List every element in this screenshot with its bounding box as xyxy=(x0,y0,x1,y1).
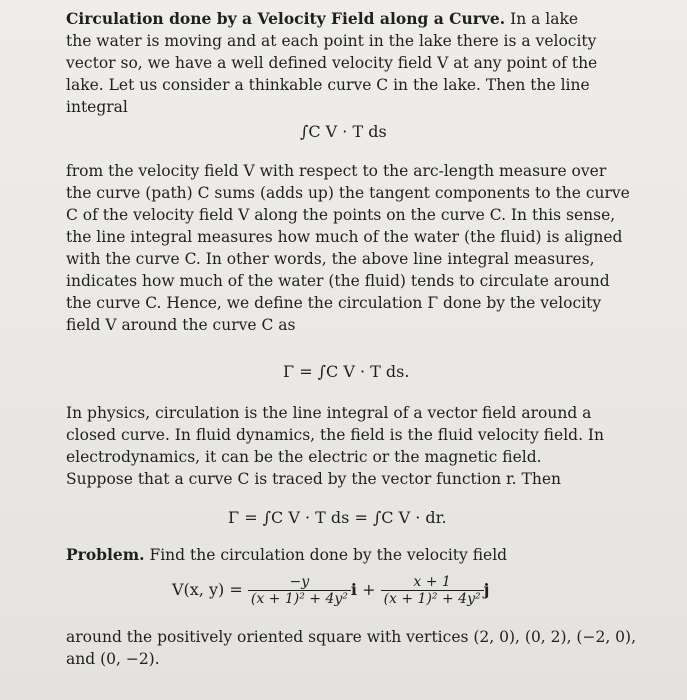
line-integral-equation: ∫C V · T ds xyxy=(300,122,387,141)
text-line: with the curve C. In other words, the above line integral measures, xyxy=(66,250,595,268)
text-line: field V around the curve C as xyxy=(66,316,296,334)
problem-label: Problem. xyxy=(66,545,145,564)
circulation-definition-equation: Γ = ∫C V · T ds. xyxy=(283,362,410,381)
numerator-j: x + 1 xyxy=(381,574,484,591)
text-line: closed curve. In fluid dynamics, the field is the fluid velocity field. In xyxy=(66,426,605,444)
text-line: electrodynamics, it can be the electric or the magnetic field. xyxy=(66,448,542,466)
physics-paragraph xyxy=(66,402,636,490)
text-line: the curve C. Hence, we define the circulation Γ done by the velocity xyxy=(66,294,602,312)
plus-sign: + xyxy=(362,580,376,599)
denominator-j: (x + 1)² + 4y² xyxy=(383,591,481,607)
unit-vector-j: j xyxy=(483,580,490,599)
problem-statement: Problem. Find the circulation done by the velocity field xyxy=(66,545,508,564)
fraction-i xyxy=(248,574,351,607)
text-line: from the velocity field V with respect to the arc-length measure over xyxy=(66,162,607,180)
text-line: In physics, circulation is the line integral of a vector field around a xyxy=(66,404,592,422)
fraction-j xyxy=(381,574,484,607)
intro-paragraph xyxy=(66,8,636,118)
text-line: the line integral measures how much of the water (the fluid) is aligned xyxy=(66,228,623,246)
text-line: the water is moving and at each point in the lake there is a velocity xyxy=(66,32,597,50)
text-line: indicates how much of the water (the fluid) tends to circulate around xyxy=(66,272,610,290)
circulation-dr-equation: Γ = ∫C V · T ds = ∫C V · dr. xyxy=(228,508,447,527)
square-description xyxy=(66,626,636,670)
text-line: lake. Let us consider a thinkable curve C in the lake. Then the line xyxy=(66,76,590,94)
text-line: the curve (path) C sums (adds up) the tangent components to the curve xyxy=(66,184,630,202)
text-line: integral xyxy=(66,98,128,116)
denominator-i: (x + 1)² + 4y² xyxy=(250,591,348,607)
text-line: C of the velocity field V along the points on the curve C. In this sense, xyxy=(66,206,616,224)
unit-vector-i: i xyxy=(350,580,357,599)
text-line: Circulation done by a Velocity Field along a Curve. In a lake xyxy=(66,9,579,28)
text-line: Suppose that a curve C is traced by the vector function r. Then xyxy=(66,470,562,488)
numerator-i: −y xyxy=(248,574,351,591)
explanation-paragraph xyxy=(66,160,636,336)
velocity-lhs: V(x, y) = xyxy=(172,580,243,599)
velocity-field-equation xyxy=(172,574,489,607)
section-heading: Circulation done by a Velocity Field along a Curve. xyxy=(66,9,506,28)
text-line: and (0, −2). xyxy=(66,650,160,668)
text-line: around the positively oriented square with vertices (2, 0), (0, 2), (−2, 0), xyxy=(66,628,637,646)
text-line: vector so, we have a well defined velocity field V at any point of the xyxy=(66,54,598,72)
